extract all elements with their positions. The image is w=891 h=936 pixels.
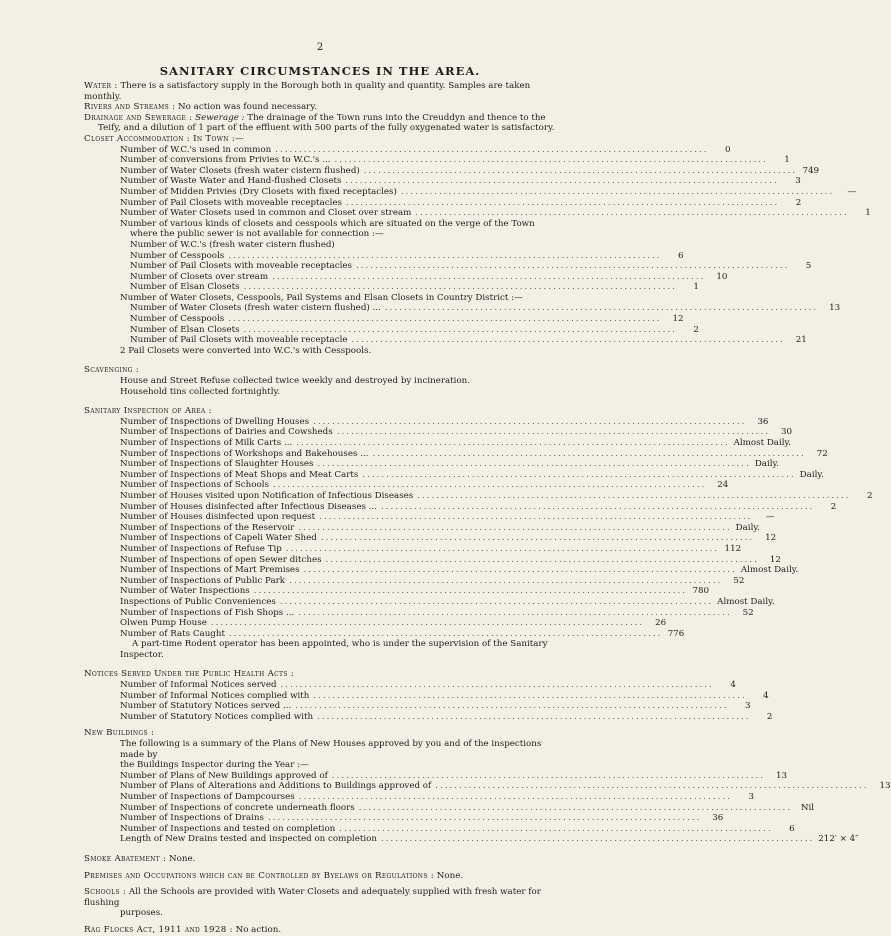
list-item-value: Almost Daily. [733, 438, 792, 448]
rag-flocks-paragraph [84, 925, 556, 936]
list-item-value: 2 [867, 490, 873, 501]
list-item: Number of Water Closets (fresh water cistern flushed) ... ........................................................................................... 13 [130, 303, 841, 314]
country-heading: Number of Water Closets, Cesspools, Pail Systems and Elsan Closets in Country District :— [120, 292, 523, 303]
page-number: 2 [316, 42, 324, 53]
leader-dots: ........................................................................................... [331, 770, 766, 781]
list-item-value: 30 [780, 427, 792, 438]
leader-dots: ........................................................................................... [317, 459, 751, 470]
leader-dots: ........................................................................................... [336, 427, 770, 438]
list-item [120, 586, 710, 597]
list-item: Number of Closets over stream ........................................................................................... 10 [130, 271, 728, 282]
list-item-value: 36 [712, 813, 724, 824]
leader-dots: ........................................................................................... [210, 618, 645, 629]
drainage-paragraph [84, 113, 556, 134]
list-item-label: Inspections of Public Conveniences [120, 596, 276, 607]
leader-dots: ........................................................................................... [272, 480, 707, 491]
list-item [120, 490, 873, 502]
leader-dots: ........................................................................................... [285, 543, 720, 554]
list-item [120, 533, 777, 544]
list-item: Number of Cesspools ........................................................................................... 12 [130, 314, 684, 325]
buildings-intro: The following is a summary of the Plans of New Houses approved by you and of the inspections made by [120, 739, 542, 760]
list-item-value: 36 [757, 416, 769, 427]
list-item-label: Number of Inspections and tested on completion [120, 823, 336, 834]
list-item [120, 575, 745, 587]
list-item-value: 212′ × 4″ [818, 834, 859, 845]
list-item-label: Number of Informal Notices complied with [120, 690, 310, 701]
leader-dots: ........................................................................................... [296, 438, 730, 448]
report-body [84, 81, 891, 936]
rag-flocks-heading: Rag Flocks Act, 1911 and 1928 : [84, 924, 233, 935]
leader-dots: ........................................................................................... [380, 834, 815, 845]
list-item-label: Number of Inspections of Fish Shops ... [120, 607, 295, 618]
list-item-label: Number of Houses disinfected upon request [120, 512, 316, 523]
list-item-value: 13 [879, 781, 891, 792]
list-item-label: Number of Inspections of concrete underneath floors [120, 802, 355, 813]
list-item [120, 802, 815, 814]
list-item-value: 3 [745, 701, 751, 712]
leader-dots: ........................................................................................... [317, 711, 751, 722]
list-item-label: Number of Inspections of Capeli Water Shed [120, 533, 317, 544]
inspection-note-continued: Inspector. [120, 649, 164, 660]
list-item-label: Number of Plans of Alterations and Additions to Buildings approved of [120, 781, 432, 792]
leader-dots: ........................................................................................... [298, 522, 732, 533]
list-item-value: 52 [733, 575, 745, 586]
list-item: Number of Elsan Closets ........................................................................................... 1 [130, 282, 699, 293]
water-paragraph [84, 81, 556, 102]
scavenging-heading: Scavenging : [84, 365, 140, 376]
list-item-label: Number of Inspections of Slaughter Houses [120, 459, 314, 470]
schools-text-continued: purposes. [120, 908, 163, 919]
list-item-label: Number of Water Inspections [120, 586, 250, 597]
list-item [120, 628, 685, 640]
smoke-paragraph [84, 854, 556, 865]
verge-subheading: Number of W.C.'s (fresh water cistern flushed) [130, 239, 335, 250]
water-heading: Water : [84, 81, 118, 91]
schools-paragraph [84, 887, 556, 908]
list-item-value: 52 [742, 607, 754, 618]
buildings-list [84, 770, 891, 845]
leader-dots: ........................................................................................... [289, 575, 723, 586]
list-item [120, 448, 828, 460]
list-item [120, 501, 837, 513]
list-item [120, 607, 754, 619]
page-title: SANITARY CIRCUMSTANCES IN THE AREA. [159, 64, 481, 78]
inspection-note: A part-time Rodent operator has been appointed, who is under the supervision of the Sanitary [132, 639, 548, 650]
list-item-value: Almost Daily. [717, 596, 775, 607]
list-item [120, 813, 724, 824]
leader-dots: ........................................................................................... [279, 596, 714, 607]
list-item [120, 781, 891, 792]
list-item-value: 12 [769, 554, 781, 565]
list-item: Number of Waste Water and Hand-flushed Closets ........................................................................................... 3 [120, 176, 801, 187]
closet-note: 2 Pail Closets were converted into W.C.'s with Cesspools. [120, 345, 372, 356]
closet-country-list [120, 303, 841, 346]
list-item-value: 4 [763, 690, 769, 701]
list-item-label: Number of Inspections of Drains [120, 813, 264, 824]
list-item [120, 522, 760, 534]
drainage-text: The drainage of the Town runs into the Creuddyn and thence to the Teify, and a dilution of 1 part of the effluent with 500 parts of the fully oxygenated water is satisfactory. [98, 112, 555, 134]
list-item-value: 112 [724, 543, 742, 554]
list-item-label: Number of Inspections of Dampcourses [120, 792, 295, 802]
leader-dots: ........................................................................................... [303, 565, 737, 576]
rag-flocks-text: No action. [232, 924, 282, 935]
list-item: Number of Midden Privies (Dry Closets with fixed receptacles) ........................................................................................... — [120, 186, 857, 197]
leader-dots: ........................................................................................... [298, 607, 732, 618]
list-item [120, 711, 773, 723]
leader-dots: ........................................................................................... [380, 501, 815, 512]
list-item-label: Number of Inspections of Mart Premises [120, 565, 300, 576]
list-item [120, 438, 792, 449]
list-item-value: 72 [816, 448, 828, 459]
leader-dots: ........................................................................................... [325, 554, 759, 565]
list-item-value: Daily. [799, 469, 824, 480]
list-item [120, 823, 795, 835]
list-item-value: Almost Daily. [740, 565, 799, 576]
list-item [120, 834, 859, 845]
leader-dots: ........................................................................................... [435, 781, 869, 792]
list-item-label: Number of Houses disinfected after Infectious Diseases ... [120, 501, 377, 512]
smoke-text: None. [166, 853, 196, 864]
premises-paragraph [84, 871, 556, 882]
list-item [120, 480, 729, 491]
list-item-label: Number of Plans of New Buildings approved of [120, 770, 328, 781]
leader-dots: ........................................................................................... [319, 512, 753, 523]
premises-text: None. [434, 870, 464, 881]
leader-dots: ........................................................................................... [320, 533, 755, 544]
list-item-label: Number of Inspections of the Reservoir [120, 522, 295, 533]
rivers-text: No action was found necessary. [175, 102, 317, 113]
list-item-label: Number of Informal Notices served [120, 680, 277, 691]
leader-dots: ........................................................................................... [280, 680, 714, 691]
list-item: Number of Pail Closets with moveable receptacles ........................................................................................... 5 [130, 261, 812, 272]
list-item-label: Number of Statutory Notices complied with [120, 711, 314, 722]
inspection-list [84, 416, 873, 639]
list-item [120, 416, 769, 428]
list-item [120, 469, 824, 481]
list-item-value: Nil [800, 802, 815, 813]
list-item-value: 12 [765, 533, 777, 544]
closet-verge-list [120, 239, 812, 293]
list-item-label: Number of Houses visited upon Notification of Infectious Diseases [120, 490, 414, 501]
list-item-label: Number of Inspections of Meat Shops and Meat Carts [120, 469, 359, 480]
list-item: Number of Pail Closets with moveable receptacles ........................................................................................... 2 [120, 197, 802, 208]
list-item: Number of Water Closets used in common and Closet over stream ........................................................................................... 1 [120, 208, 871, 219]
water-text: There is a satisfactory supply in the Borough both in quality and quantity. Samples are taken monthly. [84, 81, 531, 102]
leader-dots: ........................................................................................... [295, 701, 729, 712]
leader-dots: ........................................................................................... [228, 628, 663, 639]
list-item-value: 2 [830, 501, 837, 512]
list-item-label: Length of New Drains tested and inspected on completion [120, 834, 377, 845]
list-item-label: Olwen Pump House [120, 618, 207, 629]
list-item: Number of conversions from Privies to W.C.'s ... ........................................................................................... 1 [120, 155, 790, 166]
closet-in-town-list [84, 144, 871, 357]
leader-dots: ........................................................................................... [313, 416, 747, 427]
list-item: Number of Elsan Closets ........................................................................................... 2 [130, 324, 699, 335]
list-item-label: Number of Inspections of Milk Carts ... [120, 438, 293, 448]
list-item [120, 618, 667, 629]
list-item [120, 701, 751, 712]
list-item: Number of Pail Closets with moveable receptacle ........................................................................................... 21 [130, 335, 807, 346]
list-item-value: 780 [692, 586, 710, 597]
list-item: Number of Cesspools ........................................................................................... 6 [130, 250, 684, 261]
leader-dots: ........................................................................................... [298, 792, 732, 802]
list-item [120, 770, 788, 782]
leader-dots: ........................................................................................... [313, 690, 747, 701]
list-item-label: Number of Inspections of Dairies and Cowsheds [120, 427, 333, 438]
list-item [120, 459, 780, 470]
list-item [120, 680, 736, 691]
rivers-heading: Rivers and Streams : [84, 102, 176, 113]
sewerage-subheading: Sewerage : [195, 112, 245, 123]
list-item-value: 13 [776, 770, 788, 781]
list-item-label: Number of Inspections of Dwelling Houses [120, 416, 310, 427]
list-item [120, 543, 742, 555]
leader-dots: ........................................................................................... [253, 586, 688, 597]
list-item-label: Number of Inspections of open Sewer ditches [120, 554, 322, 565]
list-item [120, 554, 781, 566]
list-item-value: 3 [748, 792, 754, 802]
scavenging-line-1: House and Street Refuse collected twice weekly and destroyed by incineration. [120, 376, 471, 387]
list-item-value: 4 [730, 680, 736, 691]
list-item-value: 6 [789, 823, 795, 834]
list-item [120, 427, 792, 438]
scavenging-line-2: Household tins collected fortnightly. [120, 386, 281, 397]
verge-heading-continued: where the public sewer is not available for connection :— [130, 229, 384, 240]
leader-dots: ........................................................................................... [417, 490, 851, 501]
inspection-heading: Sanitary Inspection of Area : [84, 406, 212, 417]
list-item-value: Daily. [735, 522, 760, 533]
list-item: Number of Water Closets (fresh water cistern flushed) ........................................................................................... 749 [120, 165, 820, 176]
drainage-heading: Drainage and Sewerage : [84, 112, 193, 123]
premises-heading: Premises and Occupations which can be Controlled by Byelaws or Regulations : [84, 870, 435, 881]
verge-heading: Number of various kinds of closets and cesspools which are situated on the verge of the Town [120, 218, 535, 229]
list-item-value: — [765, 512, 775, 523]
list-item-value: 24 [717, 480, 729, 491]
leader-dots: ........................................................................................... [267, 813, 702, 824]
list-item-value: 26 [655, 618, 667, 629]
notices-list [84, 680, 773, 722]
list-item-label: Number of Inspections of Refuse Tip [120, 543, 282, 554]
list-item [120, 792, 754, 803]
list-item-label: Number of Inspections of Public Park [120, 575, 286, 586]
list-item-value: 2 [766, 711, 773, 722]
list-item [120, 596, 775, 608]
list-item-value: 776 [667, 628, 685, 639]
list-item-label: Number of Rats Caught [120, 628, 225, 639]
list-item-label: Number of Inspections of Workshops and Bakehouses ... [120, 448, 369, 459]
leader-dots: ........................................................................................... [358, 802, 793, 813]
buildings-heading: New Buildings : [84, 728, 155, 739]
leader-dots: ........................................................................................... [339, 823, 773, 834]
leader-dots: ........................................................................................... [372, 448, 806, 459]
list-item [120, 690, 769, 702]
leader-dots: ........................................................................................... [362, 469, 796, 480]
list-item [120, 512, 775, 523]
list-item-label: Number of Statutory Notices served ... [120, 701, 292, 712]
schools-text: All the Schools are provided with Water Closets and adequately supplied with fresh water for flushing [84, 887, 541, 908]
rivers-paragraph [84, 102, 556, 113]
list-item: Number of W.C.'s used in common ........................................................................................... 0 [120, 144, 731, 155]
list-item-label: Number of Inspections of Schools [120, 480, 269, 491]
list-item-value: Daily. [754, 459, 780, 470]
closet-heading: Closet Accommodation : In Town :— [84, 133, 245, 144]
schools-heading: Schools : [84, 887, 127, 898]
list-item [120, 565, 799, 576]
buildings-intro-continued: the Buildings Inspector during the Year :— [120, 760, 309, 771]
notices-heading: Notices Served Under the Public Health Acts : [84, 669, 295, 680]
smoke-heading: Smoke Abatement : [84, 853, 167, 864]
